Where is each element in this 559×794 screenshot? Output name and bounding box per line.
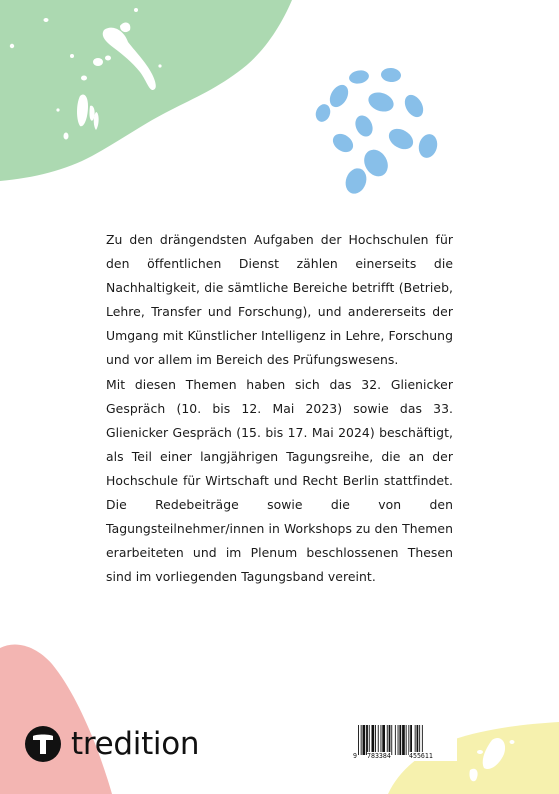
green-blob	[0, 0, 292, 181]
barcode-bar	[395, 725, 396, 755]
tredition-t-logo-icon	[24, 725, 62, 763]
barcode-bar	[369, 725, 370, 755]
barcode-bar	[410, 725, 412, 755]
barcode-bar	[363, 725, 366, 755]
barcode-bar	[381, 725, 382, 755]
barcode-digits-left: 783384	[367, 752, 391, 760]
barcode-bar	[419, 725, 420, 755]
barcode-bars	[357, 725, 453, 755]
barcode-bar	[366, 725, 368, 755]
barcode-bar	[361, 725, 362, 755]
barcode-bar	[422, 725, 423, 755]
barcode-bar	[402, 725, 405, 755]
barcode-bar	[398, 725, 399, 755]
barcode-bar	[399, 725, 401, 755]
barcode-digit-first: 9	[353, 752, 357, 760]
barcode-bar	[406, 725, 407, 755]
publisher-brand	[24, 722, 199, 766]
barcode-bar	[375, 725, 376, 755]
back-cover-blurb	[106, 228, 453, 589]
publisher-name: tredition	[71, 726, 200, 762]
isbn-barcode	[353, 723, 457, 761]
barcode-bar	[408, 725, 409, 755]
barcode-bar	[417, 725, 419, 755]
blue-dot-cluster	[313, 67, 439, 196]
barcode-bar	[415, 725, 416, 755]
pink-blob	[0, 645, 112, 794]
blurb-paragraph: Zu den drängendsten Aufgaben der Hochschulen für den öffentlichen Dienst zählen einerseits die Nachhaltigkeit, die sämtliche Bereiche betrifft (Betrieb, Lehre, Transfer und Forschung), und andererseits der Umgang mit Künstlicher Intelligenz in Lehre, Forschung und vor allem im Bereich des Prüfungswesens.	[106, 232, 453, 368]
barcode-bar	[372, 725, 375, 755]
barcode-bar	[382, 725, 385, 755]
barcode-bar	[389, 725, 391, 755]
barcode-bar	[391, 725, 392, 755]
blurb-paragraph: Mit diesen Themen haben sich das 32. Glienicker Gespräch (10. bis 12. Mai 2023) sowie das 33. Glienicker Gespräch (15. bis 17. Mai 2024) beschäftigt, als Teil einer langjährigen Tagungsreihe, die an der Hochschule für Wirtschaft und Recht Berlin stattfindet. Die Redebeiträge sowie die von den Tagungsteilnehmer/innen in Workshops zu den Themen erarbeiteten und im Plenum beschlossenen Thesen sind im vorliegenden Tagungsband vereint.	[106, 376, 453, 585]
barcode-bar	[358, 725, 359, 755]
barcode-bar	[387, 725, 388, 755]
barcode-bar	[378, 725, 379, 755]
barcode-digits-right: 455611	[409, 752, 433, 760]
